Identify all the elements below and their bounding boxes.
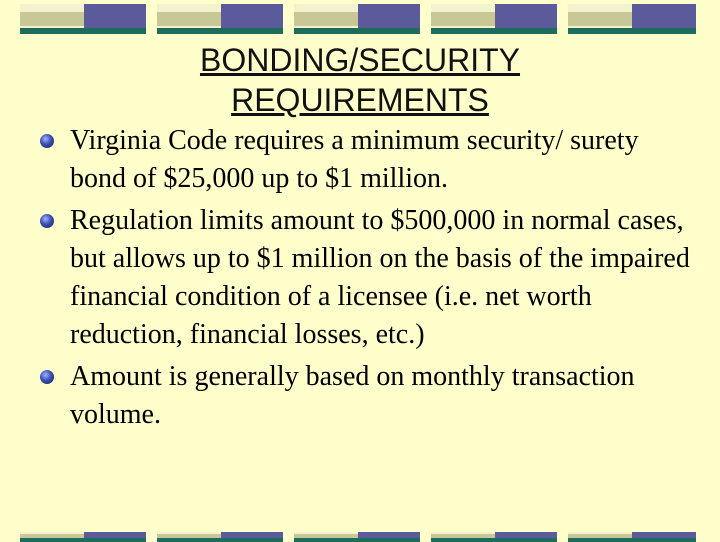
decorative-block [431, 532, 557, 542]
decorative-block [20, 532, 146, 542]
bullet-item [40, 202, 690, 354]
bullet-text: Amount is generally based on monthly transaction volume. [70, 361, 635, 430]
title-line-2: REQUIREMENTS [231, 82, 489, 118]
decorative-block [157, 532, 283, 542]
bullet-sphere-icon [40, 214, 54, 228]
title-line-1: BONDING/SECURITY [199, 42, 521, 78]
decorative-block [294, 4, 420, 34]
bullet-sphere-icon [40, 370, 54, 384]
decorative-block [157, 4, 283, 34]
bullet-list [40, 122, 690, 438]
decorative-block [431, 4, 557, 34]
decorative-block [20, 4, 146, 34]
decorative-block [568, 4, 696, 34]
top-decorative-bar [0, 4, 720, 34]
decorative-block [294, 532, 420, 542]
bullet-sphere-icon [40, 134, 54, 148]
bottom-decorative-bar [0, 532, 720, 542]
slide-title [0, 40, 720, 120]
bullet-item [40, 358, 690, 434]
bullet-text: Regulation limits amount to $500,000 in normal cases, but allows up to $1 million on the basis of the impaired financial condition of a licensee (i.e. net worth reduction, financial losses, etc.) [70, 205, 690, 350]
decorative-block [568, 532, 696, 542]
bullet-text: Virginia Code requires a minimum security/ surety bond of $25,000 up to $1 million. [70, 125, 639, 194]
bullet-item [40, 122, 690, 198]
